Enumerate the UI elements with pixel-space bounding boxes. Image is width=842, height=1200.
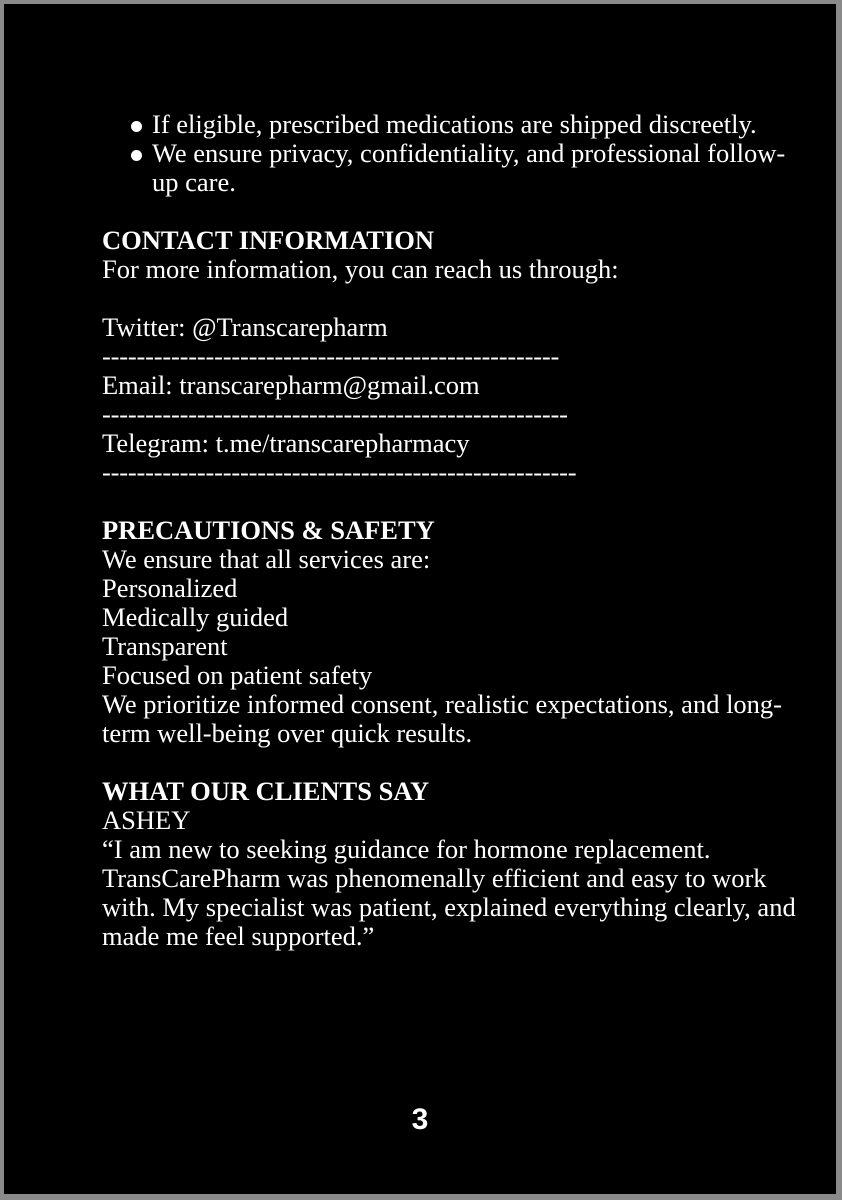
testimonials-heading: WHAT OUR CLIENTS SAY <box>102 776 430 806</box>
precautions-item: Focused on patient safety <box>102 660 373 690</box>
testimonial-author: ASHEY <box>102 805 191 835</box>
bullet-item <box>102 139 802 197</box>
bullet-item <box>102 110 802 139</box>
page-content <box>102 110 802 951</box>
precautions-item: Personalized <box>102 573 238 603</box>
bullet-text: If eligible, prescribed medications are shipped discreetly. <box>152 109 757 139</box>
contact-separator: ------------------------------------------------------- <box>102 458 577 487</box>
contact-section <box>102 226 802 487</box>
testimonials-section <box>102 777 802 951</box>
bullet-dot-icon <box>131 150 142 161</box>
contact-telegram[interactable]: Telegram: t.me/transcarepharmacy <box>102 428 470 458</box>
precautions-item: Medically guided <box>102 602 289 632</box>
shipping-bullet-list <box>102 110 802 197</box>
contact-heading: CONTACT INFORMATION <box>102 225 435 255</box>
page-number: 3 <box>411 1103 429 1136</box>
contact-separator: ------------------------------------------------------ <box>102 400 568 429</box>
testimonial-quote: “I am new to seeking guidance for hormone replacement. TransCarePharm was phenomenally efficient and easy to work with. My specialist was patient, explained everything clearly, and made me feel supported.” <box>102 834 796 951</box>
precautions-closing: We prioritize informed consent, realistic expectations, and long-term well-being over quick results. <box>102 689 783 748</box>
bullet-dot-icon <box>131 121 142 132</box>
contact-separator: ----------------------------------------------------- <box>102 342 560 371</box>
precautions-section <box>102 516 802 748</box>
document-page <box>4 4 836 1194</box>
precautions-heading: PRECAUTIONS & SAFETY <box>102 515 435 545</box>
contact-intro: For more information, you can reach us through: <box>102 254 619 284</box>
bullet-text: We ensure privacy, confidentiality, and professional follow-up care. <box>152 138 786 197</box>
contact-email[interactable]: Email: transcarepharm@gmail.com <box>102 370 480 400</box>
precautions-intro: We ensure that all services are: <box>102 544 431 574</box>
precautions-item: Transparent <box>102 631 228 661</box>
contact-twitter[interactable]: Twitter: @Transcarepharm <box>102 312 388 342</box>
